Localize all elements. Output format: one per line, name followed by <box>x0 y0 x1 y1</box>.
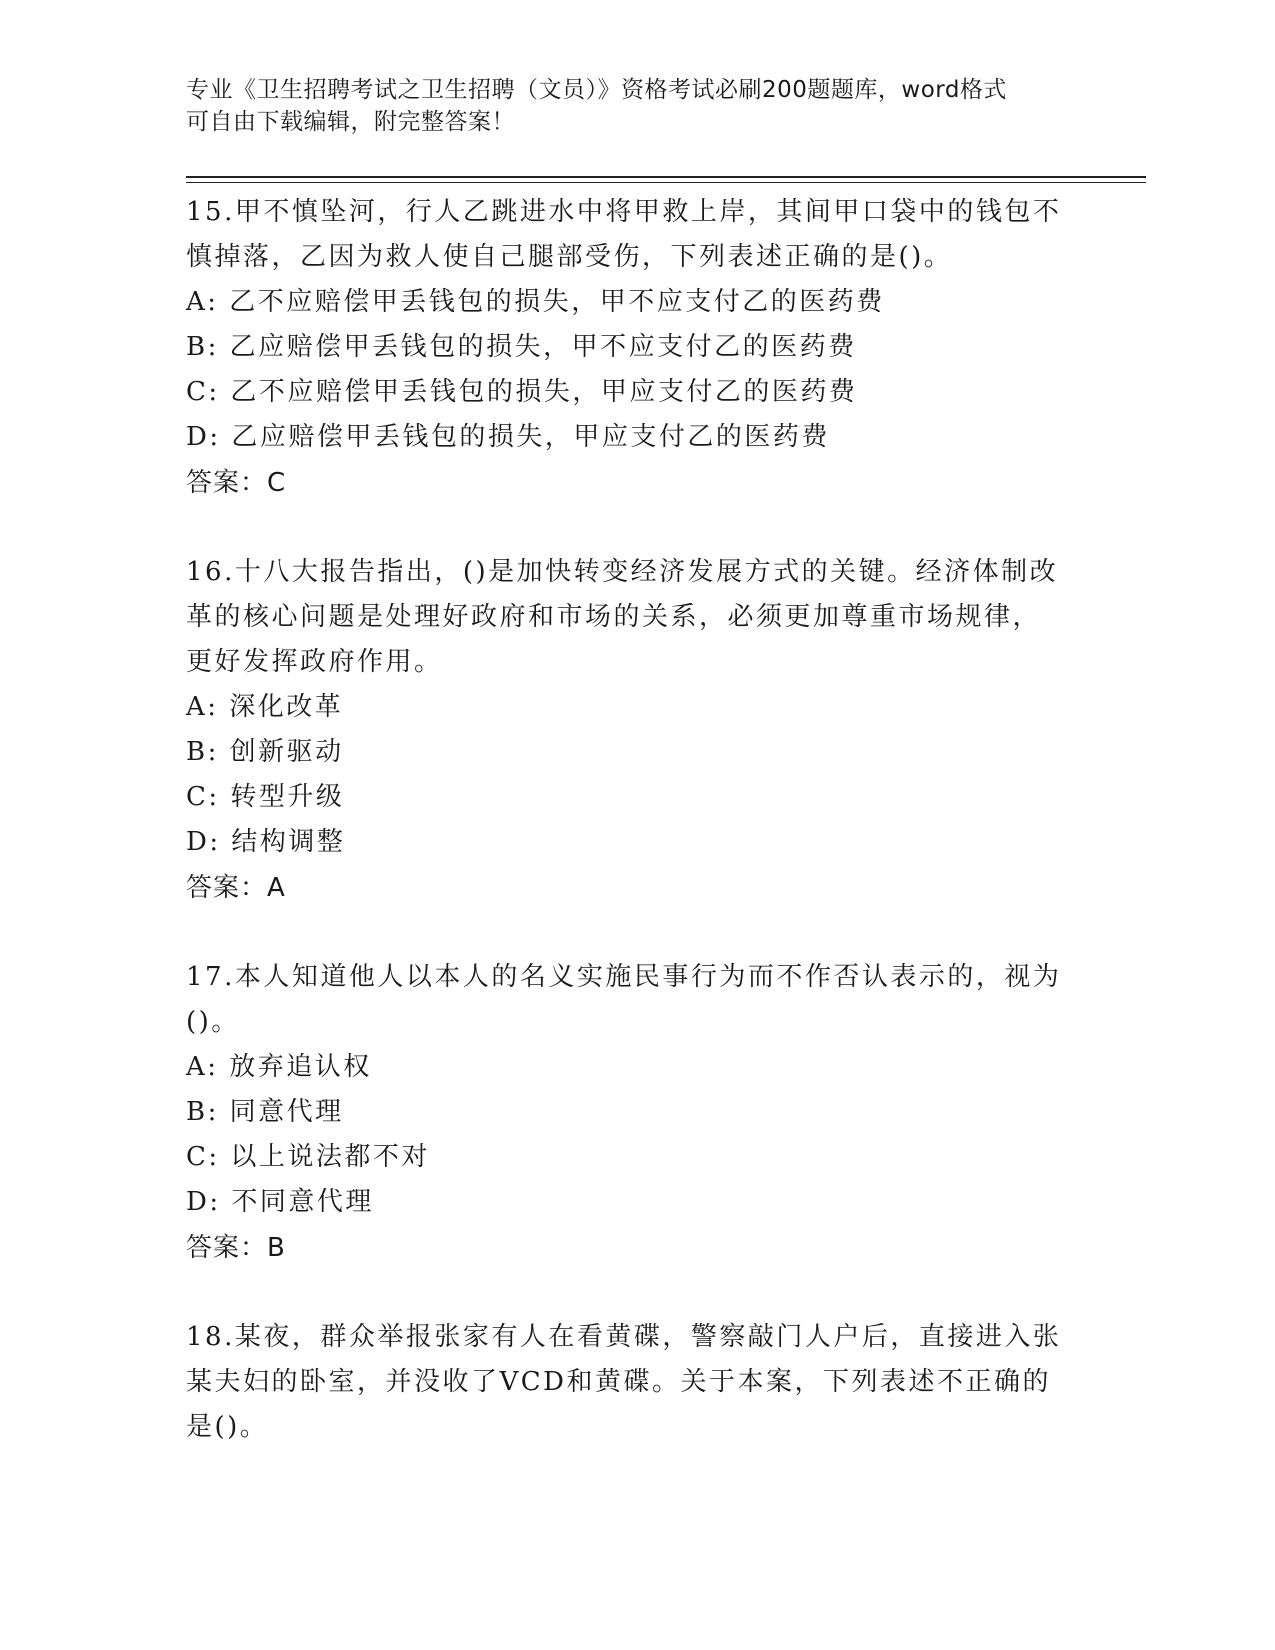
option-d: D: 不同意代理 <box>186 1187 374 1217</box>
question-stem-line: 革的核心问题是处理好政府和市场的关系，必须更加尊重市场规律， <box>186 602 1042 632</box>
document-header <box>186 74 1066 138</box>
option-c: C: 乙不应赔偿甲丢钱包的损失，甲应支付乙的医药费 <box>186 377 858 407</box>
question-17 <box>186 955 1076 1271</box>
question-stem-line: 17.本人知道他人以本人的名义实施民事行为而不作否认表示的，视为 <box>186 962 1062 992</box>
answer-line: 答案：B <box>186 1233 286 1263</box>
option-c: C: 转型升级 <box>186 782 345 812</box>
option-a: A: 深化改革 <box>186 692 344 722</box>
question-stem-line: 16.十八大报告指出，()是加快转变经济发展方式的关键。经济体制改 <box>186 557 1059 587</box>
option-d: D: 乙应赔偿甲丢钱包的损失，甲应支付乙的医药费 <box>186 422 830 452</box>
header-divider-thin <box>186 182 1146 183</box>
header-line-2: 可自由下载编辑，附完整答案！ <box>186 109 515 135</box>
option-a: A: 乙不应赔偿甲丢钱包的损失，甲不应支付乙的医药费 <box>186 287 885 317</box>
question-18 <box>186 1315 1076 1450</box>
header-line-1: 专业《卫生招聘考试之卫生招聘（文员）》资格考试必刷200题题库，word格式 <box>186 77 1007 103</box>
question-stem-line: 慎掉落，乙因为救人使自己腿部受伤，下列表述正确的是()。 <box>186 242 953 272</box>
question-16 <box>186 550 1076 911</box>
question-stem-line: 更好发挥政府作用。 <box>186 647 443 677</box>
option-b: B: 同意代理 <box>186 1097 344 1127</box>
answer-line: 答案：A <box>186 873 286 903</box>
option-c: C: 以上说法都不对 <box>186 1142 430 1172</box>
question-list <box>186 190 1076 1494</box>
question-stem-line: ()。 <box>186 1007 240 1037</box>
question-15 <box>186 190 1076 506</box>
question-stem-line: 18.某夜，群众举报张家有人在看黄碟，警察敲门人户后，直接进入张 <box>186 1322 1062 1352</box>
question-stem-line: 15.甲不慎坠河，行人乙跳进水中将甲救上岸，其间甲口袋中的钱包不 <box>186 197 1062 227</box>
question-stem-line: 是()。 <box>186 1412 269 1442</box>
option-b: B: 创新驱动 <box>186 737 344 767</box>
option-b: B: 乙应赔偿甲丢钱包的损失，甲不应支付乙的医药费 <box>186 332 857 362</box>
option-a: A: 放弃追认权 <box>186 1052 372 1082</box>
option-d: D: 结构调整 <box>186 827 346 857</box>
header-divider-thick <box>186 176 1146 178</box>
question-stem-line: 某夫妇的卧室，并没收了VCD和黄碟。关于本案，下列表述不正确的 <box>186 1367 1052 1397</box>
answer-line: 答案：C <box>186 468 287 498</box>
